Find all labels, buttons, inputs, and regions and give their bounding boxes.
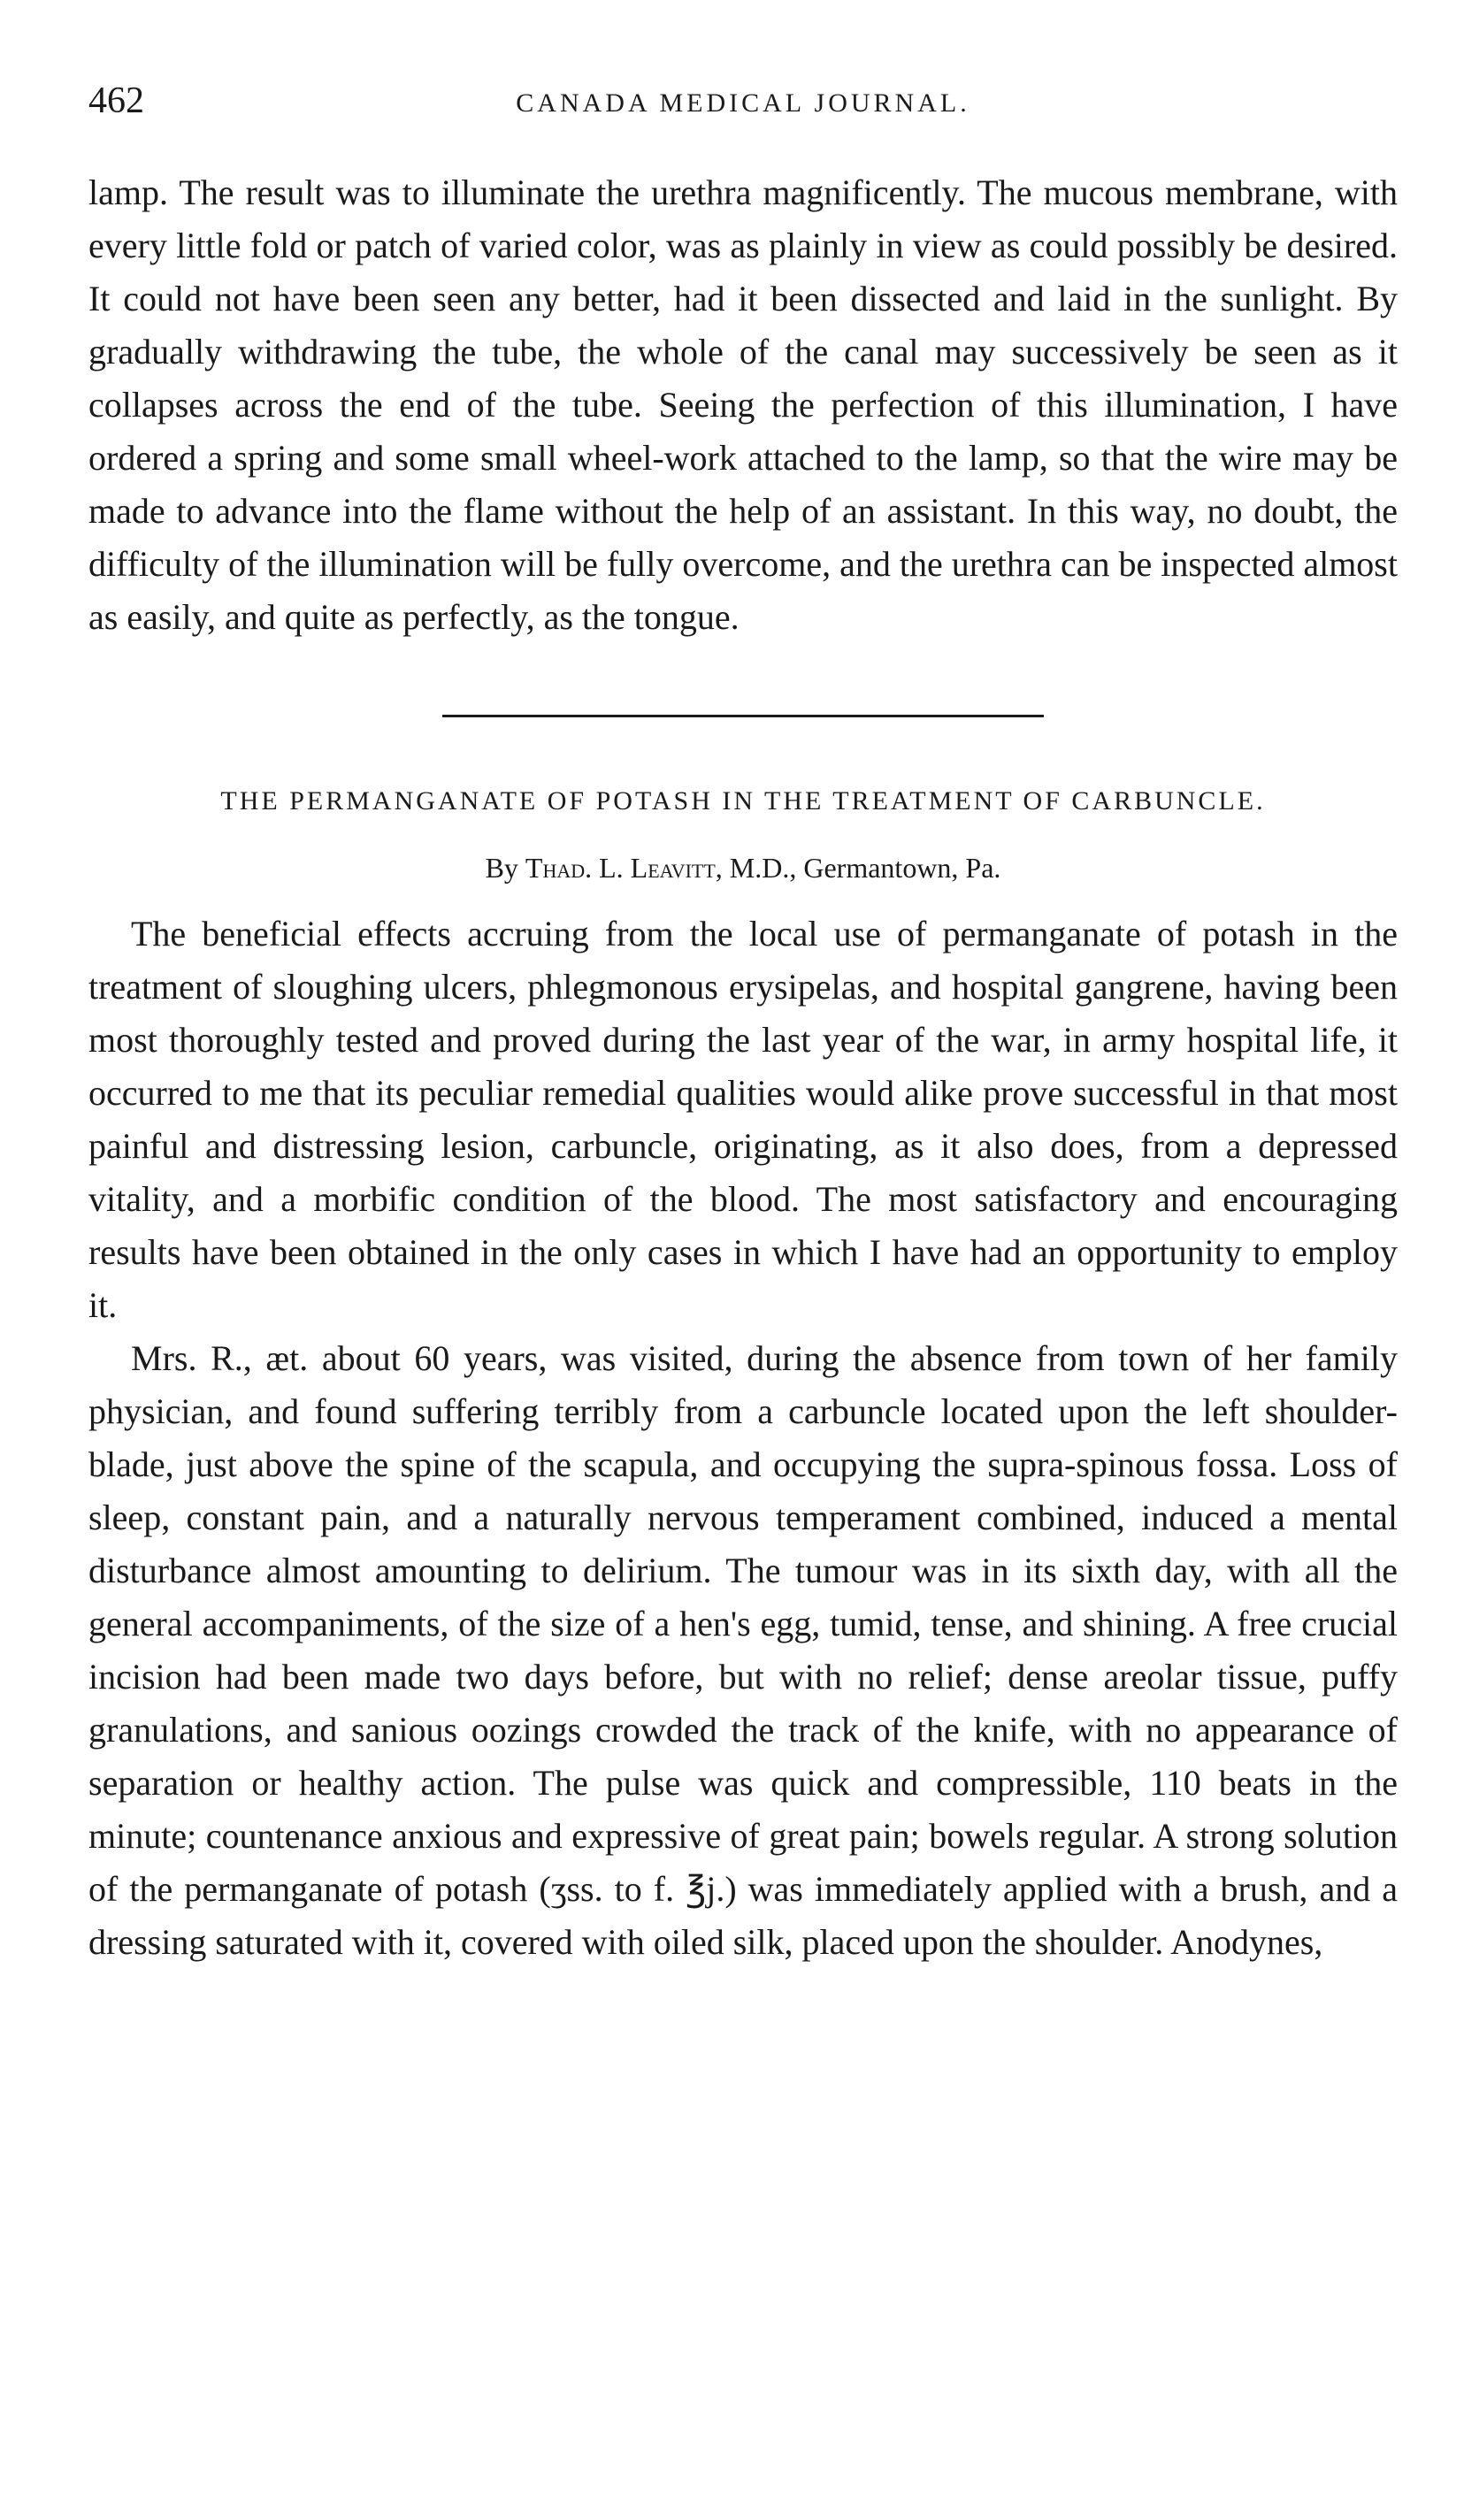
byline-suffix: , M.D., Germantown, Pa.: [715, 852, 1001, 884]
journal-page: [88, 71, 1398, 1969]
article-title: THE PERMANGANATE OF POTASH IN THE TREATMENT OF CARBUNCLE.: [220, 786, 1266, 816]
page-number: 462: [88, 80, 144, 121]
article-paragraph-1: The beneficial effects accruing from the local use of permanganate of potash in the treatment of sloughing ulcers, phlegmonous erysipelas, and hospital gangrene, having been most thoroughly tested and proved during the last year of the war, in army hospital life, it occurred to me that its peculiar remedial qualities would alike prove successful in that most painful and distressing lesion, carbuncle, originating, as it also does, from a depressed vitality, and a morbific condition of the blood. The most satisfactory and encouraging results have been obtained in the only cases in which I have had an opportunity to employ it.: [88, 914, 1398, 1325]
section-divider: [442, 715, 1044, 717]
journal-title: CANADA MEDICAL JOURNAL.: [516, 88, 970, 118]
article-byline: [88, 846, 1398, 890]
byline-prefix: By: [485, 852, 518, 884]
running-head: [88, 71, 1398, 133]
article-paragraph-2: Mrs. R., æt. about 60 years, was visited, during the absence from town of her family physician, and found suffering terribly from a carbuncle located upon the left shoulder-blade, just above the spine of the scapula, and occupying the supra-spinous fossa. Loss of sleep, constant pain, and a naturally nervous temperament combined, induced a mental disturbance almost amounting to delirium. The tumour was in its sixth day, with all the general accompaniments, of the size of a hen's egg, tumid, tense, and shining. A free crucial incision had been made two days before, but with no relief; dense areolar tissue, puffy granulations, and sanious oozings crowded the track of the knife, with no appearance of separation or healthy action. The pulse was quick and compressible, 110 beats in the minute; countenance anxious and expressive of great pain; bowels regular. A strong solution of the permanganate of potash (ʒss. to f. ℥j.) was immediately applied with a brush, and a dressing saturated with it, covered with oiled silk, placed upon the shoulder. Anodynes,: [88, 1338, 1398, 1962]
continuation-paragraph: lamp. The result was to illuminate the urethra magnificently. The mucous membrane, with every little fold or patch of varied color, was as plainly in view as could possibly be desired. It could not have been seen any better, had it been dissected and laid in the sunlight. By gradually withdrawing the tube, the whole of the canal may successively be seen as it collapses across the end of the tube. Seeing the perfection of this illumination, I have ordered a spring and some small wheel-work attached to the lamp, so that the wire may be made to advance into the flame without the help of an assistant. In this way, no doubt, the difficulty of the illumination will be fully overcome, and the urethra can be inspected almost as easily, and quite as perfectly, as the tongue.: [88, 172, 1398, 637]
byline-author: Thad. L. Leavitt: [525, 852, 716, 884]
